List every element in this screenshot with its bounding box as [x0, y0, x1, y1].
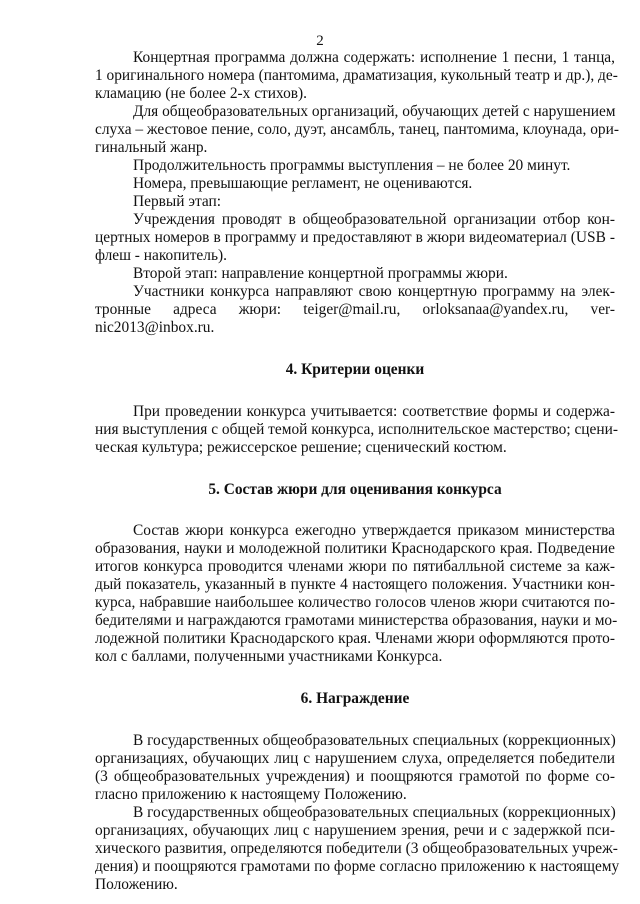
paragraph — [95, 193, 615, 211]
document-body — [95, 49, 620, 894]
text-line: nic2013@inbox.ru. — [95, 319, 215, 336]
paragraph — [95, 732, 615, 804]
text-line: Учреждения проводят в общеобразовательной организации отбор кон- — [133, 211, 615, 228]
paragraph — [95, 403, 618, 457]
text-line: Второй этап: направление концертной программы жюри. — [133, 265, 508, 282]
text-line: гинальный жанр. — [95, 139, 208, 156]
paragraph — [95, 211, 615, 265]
paragraph — [95, 804, 620, 894]
paragraph — [95, 157, 615, 175]
section-heading: 5. Состав жюри для оценивания конкурса — [208, 481, 502, 498]
text-line: В государственных общеобразовательных специальных (коррекционных) — [133, 732, 616, 749]
text-line: ческая культура; режиссерское решение; сценический костюм. — [95, 439, 507, 456]
text-line: Положению. — [95, 876, 178, 893]
text-line: гласно приложению к настоящему Положению. — [95, 786, 407, 803]
paragraph — [95, 283, 615, 337]
text-line: кламацию (не более 2-х стихов). — [95, 85, 308, 102]
paragraph — [95, 522, 618, 666]
text-line: Продолжительность программы выступления – не более 20 минут. — [133, 157, 571, 174]
paragraph — [95, 103, 619, 157]
text-line: слуха – жестовое пение, соло, дуэт, ансамбль, танец, пантомима, клоунада, ори- — [95, 121, 619, 138]
section-heading: 6. Награждение — [300, 690, 410, 707]
text-line: Первый этап: — [133, 193, 221, 210]
text-line: 1 оригинального номера (пантомима, драматизация, кукольный театр и др.), де- — [95, 67, 618, 84]
text-line: Участники конкурса направляют свою концертную программу на элек- — [133, 283, 615, 300]
text-line: организациях, обучающих лиц с нарушением зрения, речи и с задержкой пси- — [95, 822, 615, 839]
text-line: тронные адреса жюри: teiger@mail.ru, orloksanaa@yandex.ru, ver- — [95, 301, 615, 318]
text-line: кол с баллами, полученными участниками Конкурса. — [95, 648, 443, 665]
text-line: При проведении конкурса учитывается: соответствие формы и содержа- — [133, 403, 615, 420]
page-number: 2 — [316, 33, 324, 49]
section-heading: 4. Критерии оценки — [285, 361, 425, 378]
text-line: Состав жюри конкурса ежегодно утверждается приказом министерства — [133, 522, 615, 539]
text-line: дый показатель, указанный в пункте 4 настоящего положения. Участники кон- — [95, 576, 615, 593]
text-line: Номера, превышающие регламент, не оцениваются. — [133, 175, 473, 192]
paragraph — [95, 49, 618, 103]
text-line: флеш - накопитель). — [95, 247, 227, 264]
text-line: дения) и поощряются грамотами по форме согласно приложению к настоящему — [95, 858, 620, 875]
text-line: хического развития, определяются победители (3 общеобразовательных учреж- — [95, 840, 618, 857]
text-line: итогов конкурса проводится членами жюри по пятибалльной системе за каж- — [95, 558, 615, 575]
text-line: организациях, обучающих лиц с нарушением слуха, определяется победители — [95, 750, 615, 767]
paragraph — [95, 175, 615, 193]
text-line: ния выступления с общей темой конкурса, исполнительское мастерство; сцени- — [95, 421, 618, 438]
text-line: бедителями и награждаются грамотами министерства образования, науки и мо- — [95, 612, 618, 629]
paragraph — [95, 265, 615, 283]
text-line: курса, набравшие наибольшее количество голосов членов жюри считаются по- — [95, 594, 615, 611]
text-line: Для общеобразовательных организаций, обучающих детей с нарушением — [133, 103, 616, 120]
text-line: Концертная программа должна содержать: исполнение 1 песни, 1 танца, — [133, 49, 615, 66]
text-line: образования, науки и молодежной политики Краснодарского края. Подведение — [95, 540, 615, 557]
text-line: цертных номеров в программу и предоставляют в жюри видеоматериал (USB - — [95, 229, 615, 246]
text-line: лодежной политики Краснодарского края. Членами жюри оформляются прото- — [95, 630, 615, 647]
text-line: (3 общеобразовательных учреждения) и поощряются грамотой по форме со- — [95, 768, 615, 785]
text-line: В государственных общеобразовательных специальных (коррекционных) — [133, 804, 616, 821]
